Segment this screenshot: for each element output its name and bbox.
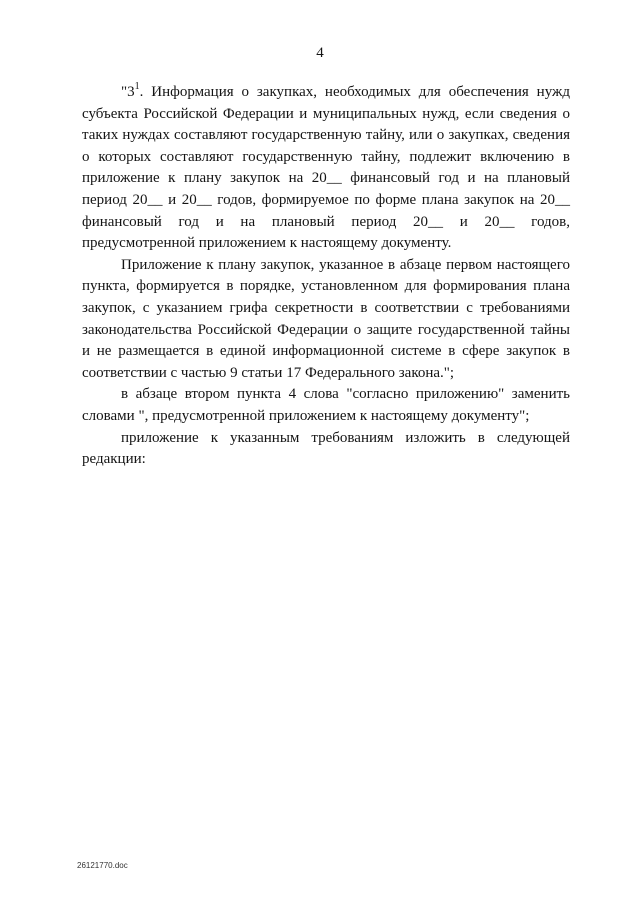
paragraph-1-prefix: "3 [121,84,135,100]
page-number: 4 [316,45,324,61]
footer-filename: 26121770.doc [77,861,128,870]
paragraph-1-text: . Информация о закупках, необходимых для обеспечения нужд субъекта Российской Федерации и муниципальных нужд, если сведения о таких нуждах составляют государственную тайну, или о закупках, сведения о которых составляют государственную тайну, подлежит включению в приложение к плану закупок на 20__ финансовый год и на плановый период 20__ и 20__ годов, формируемое по форме плана закупок на 20__ финансовый год и на плановый период 20__ и 20__ годов, предусмотренной приложением к настоящему документу. [82,84,570,252]
paragraph-1-superscript: 1 [134,81,140,92]
paragraph-1 [82,82,570,255]
paragraph-2: Приложение к плану закупок, указанное в абзаце первом настоящего пункта, формируется в порядке, установленном для формирования плана закупок, с указанием грифа секретности в соответствии с требованиями законодательства Российской Федерации о защите государственной тайны и не размещается в единой информационной системе в сфере закупок в соответствии с частью 9 статьи 17 Федерального закона."; [82,256,570,381]
paragraph-3: в абзаце втором пункта 4 слова "согласно приложению" заменить словами ", предусмотренной приложением к настоящему документу"; [82,386,570,424]
document-body [82,82,570,471]
paragraph-4: приложение к указанным требованиям изложить в следующей редакции: [82,429,570,468]
